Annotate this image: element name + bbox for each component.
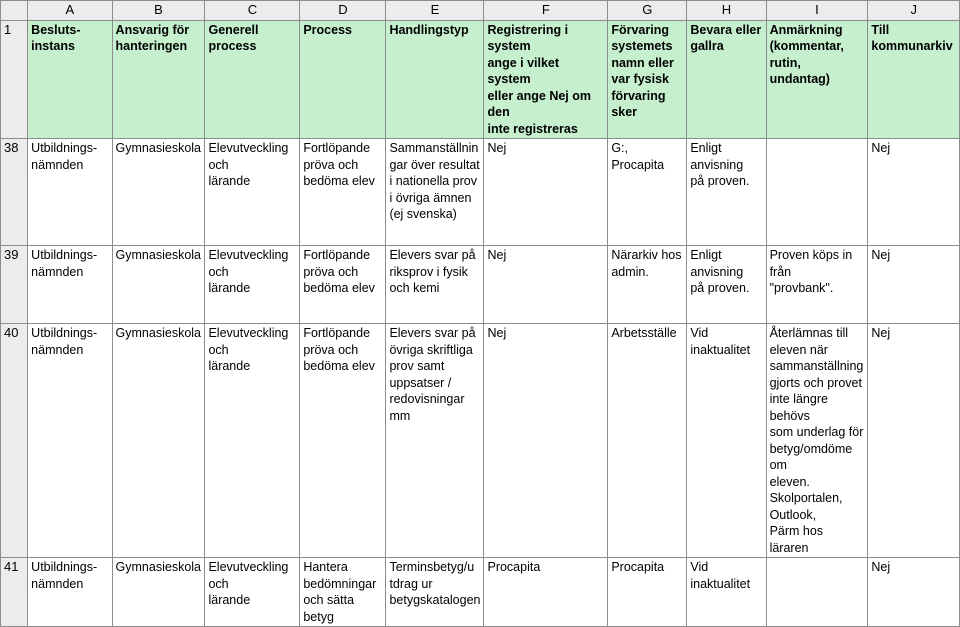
- table-cell[interactable]: [766, 558, 868, 627]
- row-number[interactable]: 1: [1, 20, 28, 139]
- column-header-e[interactable]: E: [386, 1, 484, 21]
- header-cell-bevara-gallra[interactable]: Bevara eller gallra: [687, 20, 766, 139]
- table-cell[interactable]: Återlämnas till eleven när sammanställning gjorts och provet inte längre behövs som underlag för betyg/omdöme om eleven. Skolportalen, Outlook, Pärm hos läraren: [766, 324, 868, 558]
- table-cell[interactable]: Vid inaktualitet: [687, 324, 766, 558]
- table-cell[interactable]: Proven köps in från "provbank".: [766, 246, 868, 324]
- row-number[interactable]: 41: [1, 558, 28, 627]
- table-cell[interactable]: Procapita: [484, 558, 608, 627]
- table-cell[interactable]: Gymnasieskola: [112, 139, 205, 246]
- header-cell-generell-process[interactable]: Generell process: [205, 20, 300, 139]
- table-cell[interactable]: [766, 139, 868, 246]
- column-header-h[interactable]: H: [687, 1, 766, 21]
- table-cell[interactable]: Fortlöpande pröva och bedöma elev: [300, 139, 386, 246]
- table-cell[interactable]: Nej: [484, 139, 608, 246]
- row-number[interactable]: 39: [1, 246, 28, 324]
- header-cell-handlingstyp[interactable]: Handlingstyp: [386, 20, 484, 139]
- header-cell-ansvarig[interactable]: Ansvarig för hanteringen: [112, 20, 205, 139]
- table-cell[interactable]: Nej: [868, 246, 960, 324]
- row-number[interactable]: 40: [1, 324, 28, 558]
- table-cell[interactable]: Elevutveckling och lärande: [205, 558, 300, 627]
- table-cell[interactable]: Gymnasieskola: [112, 246, 205, 324]
- table-cell[interactable]: Nej: [868, 324, 960, 558]
- table-cell[interactable]: Vid inaktualitet: [687, 558, 766, 627]
- table-cell[interactable]: Nej: [484, 246, 608, 324]
- table-cell[interactable]: Enligt anvisning på proven.: [687, 139, 766, 246]
- table-cell[interactable]: Fortlöpande pröva och bedöma elev: [300, 324, 386, 558]
- header-cell-anmarkning[interactable]: Anmärkning (kommentar, rutin, undantag): [766, 20, 868, 139]
- table-cell[interactable]: Utbildnings- nämnden: [28, 139, 112, 246]
- table-row-header: [1, 20, 960, 139]
- table-cell[interactable]: Nej: [868, 139, 960, 246]
- table-row: [1, 246, 960, 324]
- column-header-j[interactable]: J: [868, 1, 960, 21]
- column-header-row: [1, 1, 960, 21]
- row-number[interactable]: 38: [1, 139, 28, 246]
- table-cell[interactable]: Procapita: [608, 558, 687, 627]
- header-cell-forvaring[interactable]: Förvaring systemets namn eller var fysisk förvaring sker: [608, 20, 687, 139]
- column-header-a[interactable]: A: [28, 1, 112, 21]
- table-cell[interactable]: Utbildnings- nämnden: [28, 246, 112, 324]
- table-cell[interactable]: Gymnasieskola: [112, 558, 205, 627]
- table-row: [1, 139, 960, 246]
- select-all-corner[interactable]: [1, 1, 28, 21]
- table-cell[interactable]: Elevers svar på övriga skriftliga prov samt uppsatser / redovisningar mm: [386, 324, 484, 558]
- table-cell[interactable]: G:, Procapita: [608, 139, 687, 246]
- column-header-c[interactable]: C: [205, 1, 300, 21]
- table-cell[interactable]: Nej: [868, 558, 960, 627]
- table-cell[interactable]: Elevers svar på riksprov i fysik och kemi: [386, 246, 484, 324]
- table-row: [1, 558, 960, 627]
- header-cell-beslutsinstans[interactable]: Besluts- instans: [28, 20, 112, 139]
- table-cell[interactable]: Arbetsställe: [608, 324, 687, 558]
- column-header-f[interactable]: F: [484, 1, 608, 21]
- table-cell[interactable]: Elevutveckling och lärande: [205, 246, 300, 324]
- column-header-i[interactable]: I: [766, 1, 868, 21]
- table-cell[interactable]: Terminsbetyg/u tdrag ur betygskatalogen: [386, 558, 484, 627]
- table-cell[interactable]: Nej: [484, 324, 608, 558]
- table-cell[interactable]: Elevutveckling och lärande: [205, 139, 300, 246]
- header-cell-till-kommunarkiv[interactable]: Till kommunarkiv: [868, 20, 960, 139]
- table-cell[interactable]: Utbildnings- nämnden: [28, 324, 112, 558]
- table-cell[interactable]: Elevutveckling och lärande: [205, 324, 300, 558]
- table-cell[interactable]: Enligt anvisning på proven.: [687, 246, 766, 324]
- table-cell[interactable]: Sammanställnin gar över resultat i nationella prov i övriga ämnen (ej svenska): [386, 139, 484, 246]
- table-row: [1, 324, 960, 558]
- table-cell[interactable]: Fortlöpande pröva och bedöma elev: [300, 246, 386, 324]
- column-header-b[interactable]: B: [112, 1, 205, 21]
- table-cell[interactable]: Närarkiv hos admin.: [608, 246, 687, 324]
- table-cell[interactable]: Hantera bedömningar och sätta betyg: [300, 558, 386, 627]
- table-cell[interactable]: Gymnasieskola: [112, 324, 205, 558]
- column-header-d[interactable]: D: [300, 1, 386, 21]
- header-cell-process[interactable]: Process: [300, 20, 386, 139]
- column-header-g[interactable]: G: [608, 1, 687, 21]
- header-cell-registrering[interactable]: Registrering i system ange i vilket system eller ange Nej om den inte registreras: [484, 20, 608, 139]
- table-cell[interactable]: Utbildnings- nämnden: [28, 558, 112, 627]
